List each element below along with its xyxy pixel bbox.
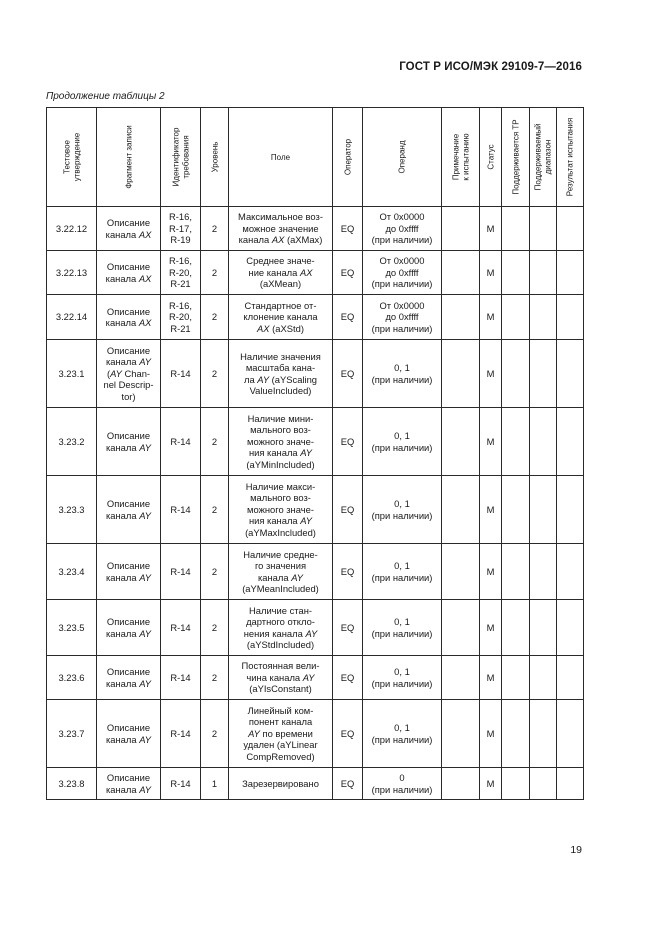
text-fragment: канала xyxy=(105,509,140,521)
cell-status: M xyxy=(480,340,502,408)
table-row xyxy=(47,251,584,295)
header-record-fragment: Фрагмент записи xyxy=(97,108,161,207)
cell-operand xyxy=(363,600,442,656)
requirement-line: R-14 xyxy=(170,621,191,633)
cell-requirement-id xyxy=(161,656,201,700)
operand-line: (при наличии) xyxy=(371,783,433,795)
cell-test-note xyxy=(442,544,480,600)
cell-requirement-id xyxy=(161,600,201,656)
cell-test-note xyxy=(442,656,480,700)
cell-requirement-id xyxy=(161,251,201,295)
requirement-line: R-14 xyxy=(170,367,191,379)
cell-test-assertion: 3.23.8 xyxy=(47,768,97,800)
table-row xyxy=(47,207,584,251)
requirement-line: R-16, xyxy=(169,299,192,311)
cell-record-fragment xyxy=(97,476,161,544)
table-caption: Продолжение таблицы 2 xyxy=(46,91,165,102)
text-fragment: (aXMax) xyxy=(284,234,323,246)
text-fragment: ValueIncluded) xyxy=(249,385,312,396)
requirement-line: R-19 xyxy=(170,234,191,246)
text-fragment: канала xyxy=(105,441,140,453)
requirement-line: R-14 xyxy=(170,503,191,515)
text-fragment: канала xyxy=(105,228,139,240)
text-fragment: Наличие мини- xyxy=(247,412,314,424)
header-supported-range: Поддерживаемый диапазон xyxy=(530,108,557,207)
text-fragment: канала xyxy=(105,272,139,284)
table-row xyxy=(47,340,584,408)
cell-supported-range xyxy=(530,476,557,544)
cell-test-result xyxy=(557,251,584,295)
text-fragment: (aXStd) xyxy=(269,322,304,334)
text-fragment: (aYMeanIncluded) xyxy=(242,583,319,594)
cell-level: 2 xyxy=(201,251,229,295)
cell-supported-tr xyxy=(502,207,530,251)
cell-supported-range xyxy=(530,295,557,340)
operand-line: 0, 1 xyxy=(394,722,410,733)
channel-name: AY xyxy=(291,571,303,583)
cell-test-result xyxy=(557,295,584,340)
cell-test-assertion: 3.23.1 xyxy=(47,340,97,408)
cell-record-fragment xyxy=(97,768,161,800)
cell-requirement-id xyxy=(161,207,201,251)
cell-field xyxy=(229,544,333,600)
cell-record-fragment xyxy=(97,207,161,251)
cell-test-note xyxy=(442,768,480,800)
operand-line: 0, 1 xyxy=(394,430,410,441)
cell-test-assertion: 3.23.3 xyxy=(47,476,97,544)
cell-supported-tr xyxy=(502,251,530,295)
cell-requirement-id xyxy=(161,700,201,768)
channel-name: AY xyxy=(300,515,313,527)
cell-status: M xyxy=(480,251,502,295)
text-fragment: Наличие значения xyxy=(240,350,321,362)
text-fragment: ния канала xyxy=(248,447,301,459)
cell-test-result xyxy=(557,600,584,656)
operand-line: (при наличии) xyxy=(371,234,433,246)
text-fragment: (aYMinIncluded) xyxy=(246,458,315,470)
cell-supported-range xyxy=(530,251,557,295)
text-fragment: канала xyxy=(105,356,140,368)
cell-test-note xyxy=(442,340,480,408)
text-fragment: канала xyxy=(105,783,140,795)
cell-requirement-id xyxy=(161,544,201,600)
text-fragment: Описание xyxy=(106,560,151,571)
cell-supported-tr xyxy=(502,340,530,408)
operand-line: От 0x0000 xyxy=(379,211,425,223)
header-operand: Операнд xyxy=(363,108,442,207)
cell-field xyxy=(229,476,333,544)
cell-supported-range xyxy=(530,207,557,251)
text-fragment: канала xyxy=(257,571,292,583)
cell-test-note xyxy=(442,476,480,544)
text-fragment: удален (aYLinear xyxy=(243,739,318,751)
text-fragment: ния канала xyxy=(248,515,301,527)
cell-field xyxy=(229,600,333,656)
text-fragment: можного значе- xyxy=(247,435,314,447)
cell-record-fragment xyxy=(97,700,161,768)
text-fragment: Среднее значе- xyxy=(246,255,315,267)
cell-supported-range xyxy=(530,700,557,768)
cell-level: 2 xyxy=(201,340,229,408)
cell-test-result xyxy=(557,544,584,600)
cell-operator: EQ xyxy=(333,340,363,408)
cell-test-assertion: 3.22.12 xyxy=(47,207,97,251)
text-fragment: ( xyxy=(106,367,111,379)
requirement-line: R-16, xyxy=(169,211,192,223)
operand-line: до 0xffff xyxy=(385,266,419,278)
operand-line: (при наличии) xyxy=(371,322,433,334)
table-row xyxy=(47,700,584,768)
page-number: 19 xyxy=(570,844,582,856)
cell-test-assertion: 3.23.7 xyxy=(47,700,97,768)
text-fragment: нения канала xyxy=(243,627,306,639)
requirement-line: R-14 xyxy=(170,777,191,789)
cell-level: 2 xyxy=(201,656,229,700)
cell-level: 1 xyxy=(201,768,229,800)
text-fragment: чина канала xyxy=(246,671,303,683)
cell-test-result xyxy=(557,700,584,768)
operand-line: 0 xyxy=(399,772,405,783)
table-body xyxy=(47,207,584,800)
cell-status: M xyxy=(480,476,502,544)
channel-name: AX xyxy=(257,322,270,334)
table-row xyxy=(47,768,584,800)
cell-record-fragment xyxy=(97,408,161,476)
cell-field xyxy=(229,768,333,800)
text-fragment: Описание xyxy=(106,261,151,272)
cell-test-note xyxy=(442,295,480,340)
text-fragment: (aYMaxIncluded) xyxy=(245,526,316,538)
cell-record-fragment xyxy=(97,656,161,700)
text-fragment: Описание xyxy=(106,217,151,228)
text-fragment: nel Descrip- xyxy=(103,379,154,391)
cell-supported-tr xyxy=(502,600,530,656)
table-row xyxy=(47,476,584,544)
cell-supported-tr xyxy=(502,295,530,340)
cell-test-assertion: 3.23.2 xyxy=(47,408,97,476)
header-test-assertion: Тестовое утверждение xyxy=(47,108,97,207)
text-fragment: канала xyxy=(105,571,140,583)
header-supported-tr: Поддерживается ТР xyxy=(502,108,530,207)
table-row xyxy=(47,600,584,656)
operand-line: От 0x0000 xyxy=(379,255,425,267)
operand-line: (при наличии) xyxy=(371,677,433,689)
text-fragment: Описание xyxy=(106,772,151,783)
text-fragment: (aYStdIncluded) xyxy=(246,639,315,650)
cell-supported-range xyxy=(530,408,557,476)
cell-field xyxy=(229,340,333,408)
header-test-result: Результат испытания xyxy=(557,108,584,207)
cell-supported-tr xyxy=(502,544,530,600)
text-fragment: мального воз- xyxy=(250,424,311,436)
cell-test-result xyxy=(557,768,584,800)
cell-status: M xyxy=(480,544,502,600)
cell-record-fragment xyxy=(97,340,161,408)
requirement-line: R-21 xyxy=(170,278,191,290)
requirement-line: R-20, xyxy=(169,266,192,278)
text-fragment: Описание xyxy=(106,498,151,509)
cell-record-fragment xyxy=(97,544,161,600)
channel-name: AY xyxy=(139,627,151,639)
table-row xyxy=(47,295,584,340)
table-row xyxy=(47,544,584,600)
cell-field xyxy=(229,295,333,340)
text-fragment: канала xyxy=(105,677,140,689)
text-fragment: канала xyxy=(105,317,139,328)
operand-line: От 0x0000 xyxy=(379,299,425,311)
cell-operand xyxy=(363,295,442,340)
text-fragment: (aXMean) xyxy=(259,278,302,290)
cell-status: M xyxy=(480,295,502,340)
text-fragment: дартного откло- xyxy=(246,616,315,627)
cell-test-note xyxy=(442,700,480,768)
operand-line: 0, 1 xyxy=(394,560,410,571)
text-fragment: Описание xyxy=(106,722,151,733)
cell-record-fragment xyxy=(97,295,161,340)
operand-line: 0, 1 xyxy=(394,666,410,677)
requirement-line: R-16, xyxy=(169,255,192,267)
channel-name: AY xyxy=(257,373,270,385)
text-fragment: Chan- xyxy=(121,367,151,379)
text-fragment: Линейный ком- xyxy=(247,704,314,716)
requirement-line: R-14 xyxy=(170,435,191,447)
table-row xyxy=(47,408,584,476)
operand-line: (при наличии) xyxy=(371,373,433,385)
requirement-line: R-20, xyxy=(169,311,192,323)
channel-name: AY xyxy=(302,671,315,683)
cell-requirement-id xyxy=(161,768,201,800)
operand-line: (при наличии) xyxy=(371,509,433,521)
channel-name: AX xyxy=(138,272,152,284)
cell-supported-range xyxy=(530,656,557,700)
text-fragment: клонение канала xyxy=(243,311,318,323)
cell-status: M xyxy=(480,700,502,768)
operand-line: (при наличии) xyxy=(371,441,433,453)
requirements-table xyxy=(46,107,584,800)
text-fragment: мального воз- xyxy=(250,492,311,504)
text-fragment: Наличие стан- xyxy=(248,604,313,616)
operand-line: до 0xffff xyxy=(385,222,419,234)
text-fragment: tor) xyxy=(121,390,136,402)
cell-requirement-id xyxy=(161,340,201,408)
cell-status: M xyxy=(480,768,502,800)
cell-field xyxy=(229,700,333,768)
text-fragment: Описание xyxy=(106,344,151,356)
channel-name: AY xyxy=(248,727,260,739)
header-status: Статус xyxy=(480,108,502,207)
text-fragment: (aYScaling xyxy=(269,373,318,385)
text-fragment: можного значе- xyxy=(247,503,314,515)
cell-test-assertion: 3.23.5 xyxy=(47,600,97,656)
text-fragment: понент канала xyxy=(248,716,313,728)
text-fragment: Описание xyxy=(106,430,151,441)
cell-status: M xyxy=(480,207,502,251)
cell-requirement-id xyxy=(161,295,201,340)
text-fragment: ла xyxy=(243,373,258,385)
cell-supported-tr xyxy=(502,768,530,800)
cell-level: 2 xyxy=(201,600,229,656)
text-fragment: канала xyxy=(238,234,272,246)
cell-supported-tr xyxy=(502,700,530,768)
cell-level: 2 xyxy=(201,700,229,768)
channel-name: AX xyxy=(138,228,152,240)
channel-name: AY xyxy=(300,447,313,459)
cell-level: 2 xyxy=(201,544,229,600)
cell-test-result xyxy=(557,340,584,408)
cell-operator: EQ xyxy=(333,700,363,768)
cell-supported-tr xyxy=(502,476,530,544)
cell-level: 2 xyxy=(201,476,229,544)
text-fragment: Описание xyxy=(106,616,151,627)
cell-status: M xyxy=(480,656,502,700)
cell-operand xyxy=(363,768,442,800)
channel-name: AY xyxy=(139,509,151,521)
cell-supported-range xyxy=(530,544,557,600)
cell-supported-tr xyxy=(502,408,530,476)
cell-operand xyxy=(363,544,442,600)
operand-line: (при наличии) xyxy=(371,733,433,745)
cell-operator: EQ xyxy=(333,544,363,600)
operand-line: 0, 1 xyxy=(394,616,410,627)
text-fragment: Стандартное от- xyxy=(244,299,317,311)
cell-operand xyxy=(363,207,442,251)
channel-name: AY xyxy=(139,571,151,583)
header-field: Поле xyxy=(229,108,333,207)
operand-line: (при наличии) xyxy=(371,278,433,290)
channel-name: AY xyxy=(139,783,151,795)
header-operator: Оператор xyxy=(333,108,363,207)
cell-test-result xyxy=(557,476,584,544)
text-fragment: можное значение xyxy=(242,222,319,234)
cell-test-assertion: 3.22.14 xyxy=(47,295,97,340)
cell-test-note xyxy=(442,600,480,656)
cell-requirement-id xyxy=(161,476,201,544)
text-fragment: Максимальное воз- xyxy=(238,211,323,223)
cell-status: M xyxy=(480,600,502,656)
cell-test-result xyxy=(557,408,584,476)
channel-name: AY xyxy=(305,627,318,639)
cell-operator: EQ xyxy=(333,476,363,544)
requirement-line: R-17, xyxy=(169,222,192,234)
cell-field xyxy=(229,251,333,295)
cell-operator: EQ xyxy=(333,600,363,656)
text-fragment: Описание xyxy=(106,305,151,317)
text-fragment: канала xyxy=(105,627,140,639)
table-row xyxy=(47,656,584,700)
table-header-row xyxy=(47,108,584,207)
cell-operator: EQ xyxy=(333,656,363,700)
cell-operator: EQ xyxy=(333,408,363,476)
cell-test-result xyxy=(557,207,584,251)
cell-level: 2 xyxy=(201,207,229,251)
text-fragment: Зарезервировано xyxy=(242,777,319,789)
cell-operator: EQ xyxy=(333,207,363,251)
cell-test-note xyxy=(442,251,480,295)
channel-name: AX xyxy=(299,266,313,278)
cell-operand xyxy=(363,251,442,295)
text-fragment: го значения xyxy=(254,560,307,571)
cell-operand xyxy=(363,700,442,768)
cell-operand xyxy=(363,476,442,544)
text-fragment: Наличие макси- xyxy=(245,480,316,492)
text-fragment: масштаба кана- xyxy=(245,362,316,373)
text-fragment: Постоянная вели- xyxy=(241,660,320,672)
header-requirement-id: Идентификатор требования xyxy=(161,108,201,207)
cell-operator: EQ xyxy=(333,768,363,800)
cell-status: M xyxy=(480,408,502,476)
operand-line: (при наличии) xyxy=(371,627,433,639)
requirement-line: R-21 xyxy=(170,322,191,334)
text-fragment: (aYIsConstant) xyxy=(249,683,312,695)
cell-test-assertion: 3.23.6 xyxy=(47,656,97,700)
cell-test-assertion: 3.23.4 xyxy=(47,544,97,600)
requirement-line: R-14 xyxy=(170,671,191,683)
operand-line: до 0xffff xyxy=(385,311,419,323)
cell-operator: EQ xyxy=(333,251,363,295)
cell-record-fragment xyxy=(97,251,161,295)
operand-line: (при наличии) xyxy=(371,571,433,583)
cell-field xyxy=(229,656,333,700)
operand-line: 0, 1 xyxy=(394,362,410,373)
channel-name: AX xyxy=(138,317,152,328)
channel-name: AY xyxy=(139,356,151,368)
requirement-line: R-14 xyxy=(170,727,191,739)
cell-test-assertion: 3.22.13 xyxy=(47,251,97,295)
cell-supported-range xyxy=(530,600,557,656)
cell-operand xyxy=(363,656,442,700)
cell-operand xyxy=(363,340,442,408)
requirement-line: R-14 xyxy=(170,565,191,577)
header-test-note: Примечание к испытанию xyxy=(442,108,480,207)
text-fragment: Описание xyxy=(106,666,151,677)
cell-supported-tr xyxy=(502,656,530,700)
cell-operator: EQ xyxy=(333,295,363,340)
channel-name: AX xyxy=(271,234,285,246)
text-fragment: канала xyxy=(105,733,140,745)
cell-supported-range xyxy=(530,768,557,800)
text-fragment: по времени xyxy=(259,727,313,739)
cell-level: 2 xyxy=(201,408,229,476)
text-fragment: CompRemoved) xyxy=(246,750,315,762)
text-fragment: Наличие средне- xyxy=(243,548,318,560)
channel-name: AY xyxy=(110,367,122,379)
cell-field xyxy=(229,207,333,251)
cell-test-note xyxy=(442,408,480,476)
text-fragment: ние канала xyxy=(248,266,300,278)
cell-operand xyxy=(363,408,442,476)
cell-level: 2 xyxy=(201,295,229,340)
cell-supported-range xyxy=(530,340,557,408)
document-standard-header: ГОСТ Р ИСО/МЭК 29109-7—2016 xyxy=(399,61,582,73)
channel-name: AY xyxy=(139,441,151,453)
cell-requirement-id xyxy=(161,408,201,476)
cell-field xyxy=(229,408,333,476)
channel-name: AY xyxy=(139,733,151,745)
cell-record-fragment xyxy=(97,600,161,656)
channel-name: AY xyxy=(139,677,151,689)
header-level: Уровень xyxy=(201,108,229,207)
operand-line: 0, 1 xyxy=(394,498,410,509)
cell-test-result xyxy=(557,656,584,700)
cell-test-note xyxy=(442,207,480,251)
